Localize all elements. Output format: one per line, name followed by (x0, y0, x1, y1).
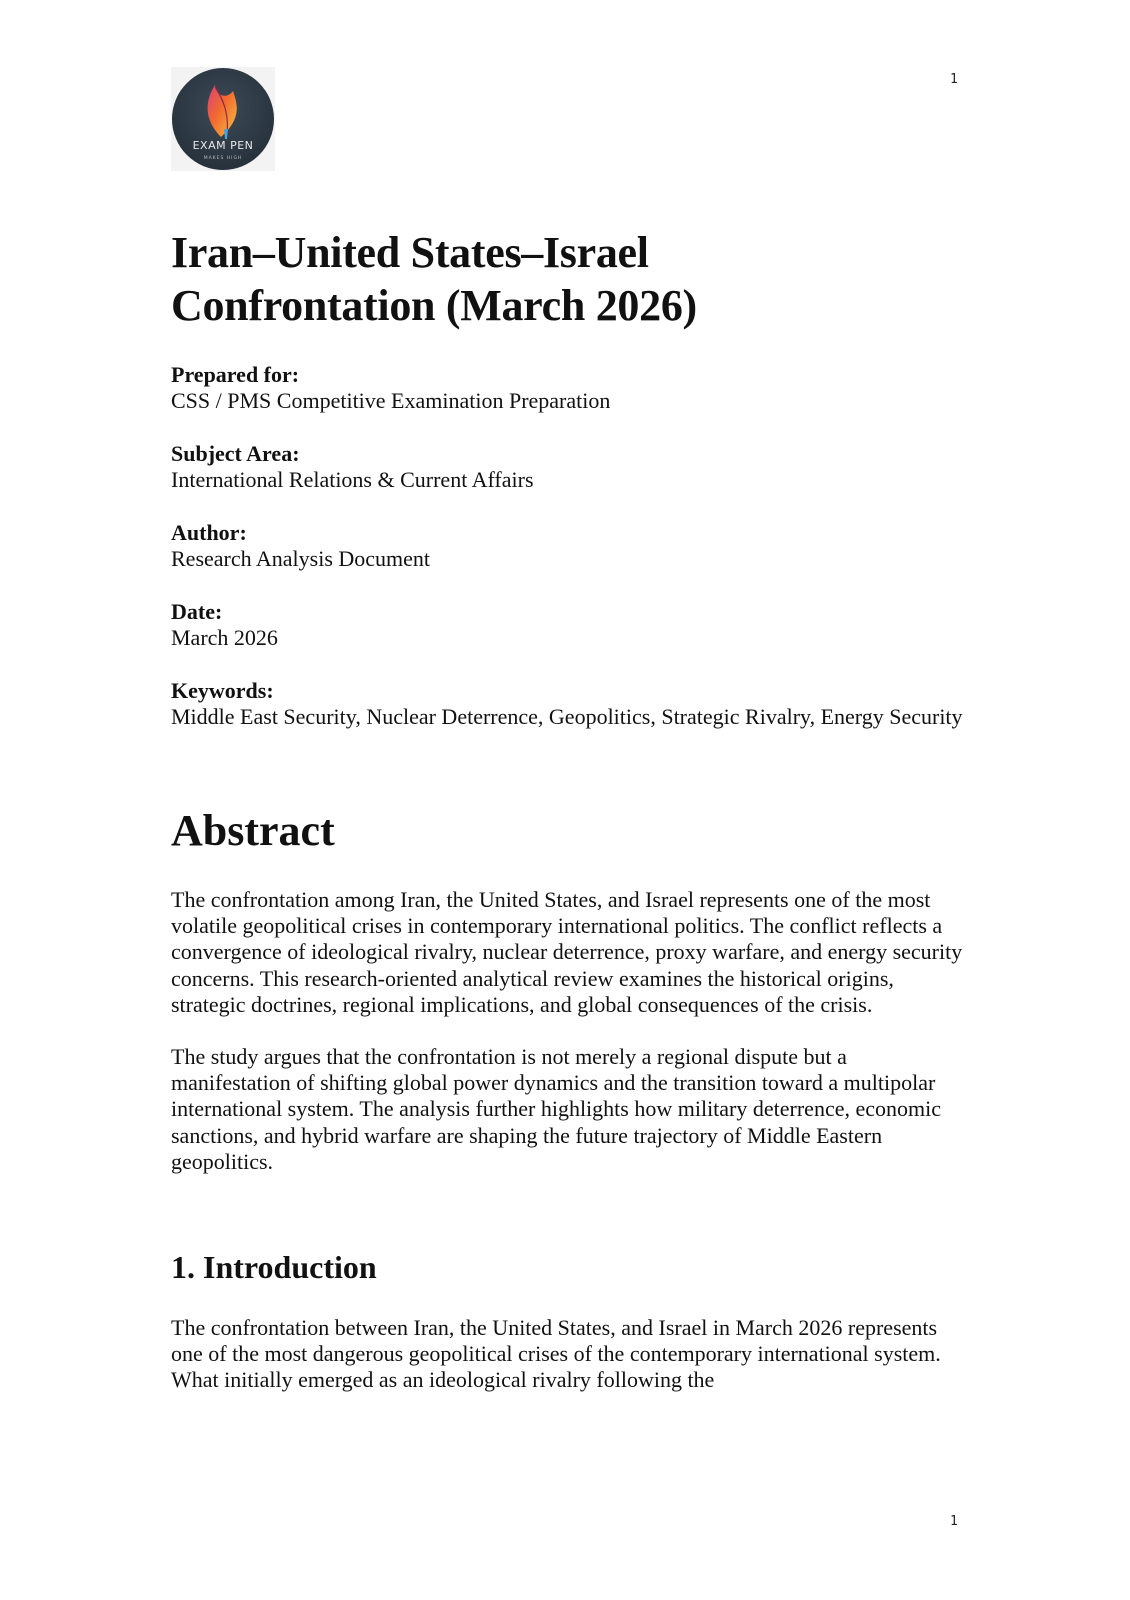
title-line-2: Confrontation (March 2026) (171, 281, 697, 330)
meta-label: Keywords: (171, 678, 274, 703)
introduction-paragraph-1: The confrontation between Iran, the United States, and Israel in March 2026 represents one of the most dangerous geopolitical crises of the contemporary international system. What initially emerged as an ideological rivalry following the (171, 1315, 941, 1393)
document-body (171, 226, 971, 1394)
logo-text: EXAM PEN (192, 139, 254, 152)
meta-subject-area (171, 441, 971, 493)
meta-prepared-for (171, 362, 971, 414)
logo-subtext: MAKES HIGH (203, 156, 243, 161)
page-number-top: 1 (950, 72, 958, 87)
meta-value: CSS / PMS Competitive Examination Preparation (171, 388, 611, 413)
feather-pen-icon (171, 67, 275, 171)
document-title (171, 226, 971, 332)
meta-keywords (171, 678, 971, 730)
title-line-1: Iran–United States–Israel (171, 228, 649, 277)
page-number-bottom: 1 (950, 1514, 958, 1529)
exampen-logo (171, 67, 275, 171)
meta-author (171, 520, 971, 572)
introduction-heading: 1. Introduction (171, 1249, 377, 1286)
abstract-heading: Abstract (171, 806, 335, 855)
meta-value: Research Analysis Document (171, 546, 431, 571)
abstract-paragraph-1: The confrontation among Iran, the United States, and Israel represents one of the most volatile geopolitical crises in contemporary international politics. The conflict reflects a convergence of ideological rivalry, nuclear deterrence, proxy warfare, and energy security concerns. This research-oriented analytical review examines the historical origins, strategic doctrines, regional implications, and global consequences of the crisis. (171, 887, 963, 1017)
meta-value: Middle East Security, Nuclear Deterrence, Geopolitics, Strategic Rivalry, Energy Security (171, 704, 963, 729)
meta-label: Author: (171, 520, 247, 545)
meta-date (171, 599, 971, 651)
meta-label: Prepared for: (171, 362, 300, 387)
meta-value: International Relations & Current Affairs (171, 467, 534, 492)
document-metadata (171, 362, 971, 730)
abstract-paragraph-2: The study argues that the confrontation is not merely a regional dispute but a manifestation of shifting global power dynamics and the transition toward a multipolar international system. The analysis further highlights how military deterrence, economic sanctions, and hybrid warfare are shaping the future trajectory of Middle Eastern geopolitics. (171, 1044, 941, 1174)
meta-label: Date: (171, 599, 223, 624)
meta-value: March 2026 (171, 625, 278, 650)
meta-label: Subject Area: (171, 441, 300, 466)
